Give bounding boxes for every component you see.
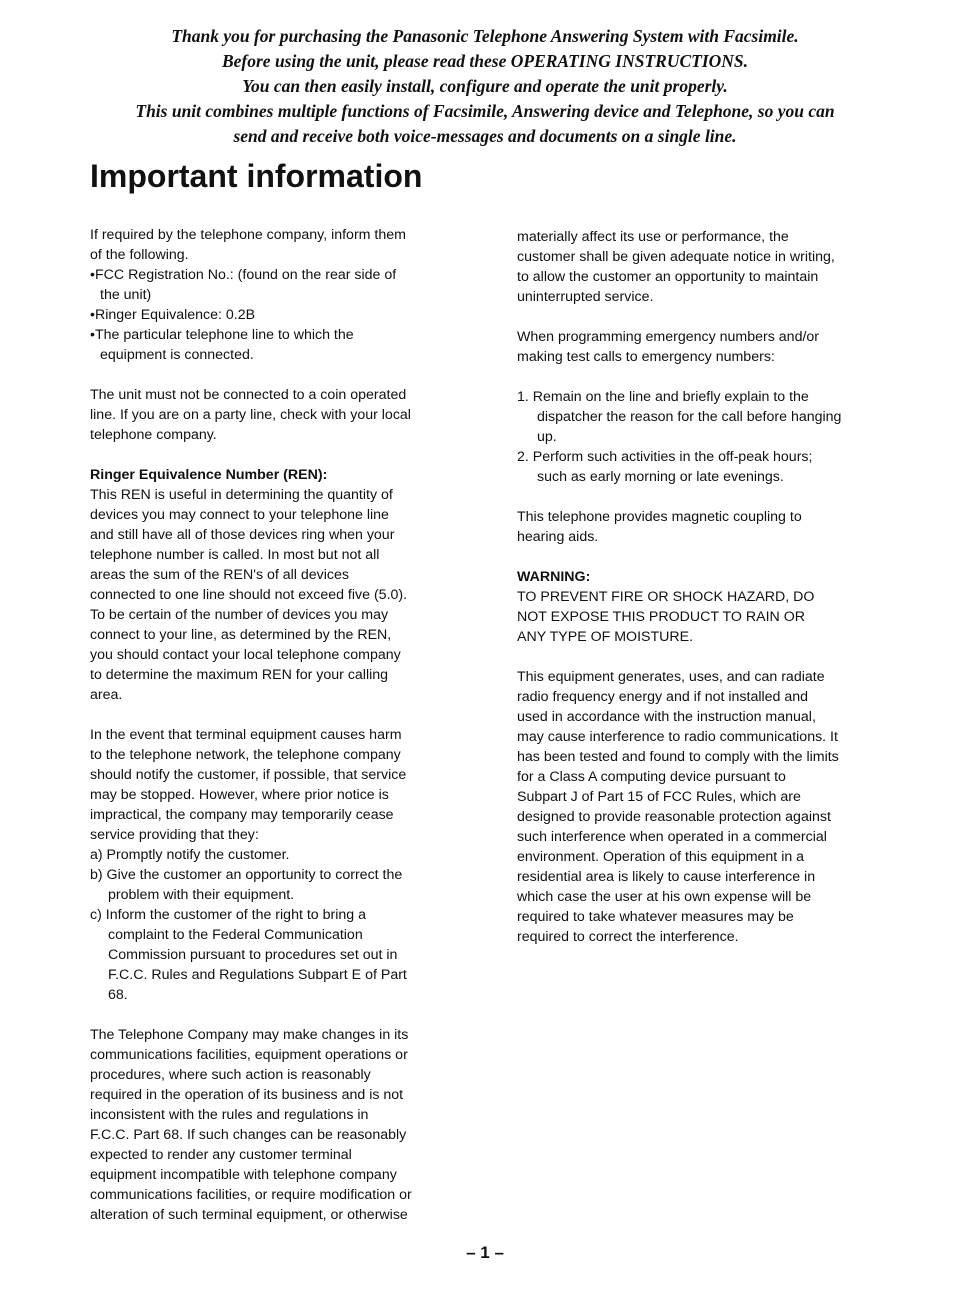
text-line: environment. Operation of this equipment in a <box>517 849 805 865</box>
text-line: The unit must not be connected to a coin operated <box>90 387 407 403</box>
text-line: equipment is connected. <box>100 347 254 363</box>
warning-heading: WARNING: <box>517 569 591 585</box>
text-line: devices you may connect to your telephone line <box>90 507 389 523</box>
text-line: hearing aids. <box>517 529 599 545</box>
text-line: If required by the telephone company, inform them <box>90 227 406 243</box>
text-line: dispatcher the reason for the call before hanging <box>537 409 842 425</box>
text-line: required to correct the interference. <box>517 929 739 945</box>
text-line: When programming emergency numbers and/or <box>517 329 820 345</box>
intro-text <box>60 24 910 149</box>
text-line: should notify the customer, if possible, that service <box>90 767 407 783</box>
intro-line: Before using the unit, please read these OPERATING INSTRUCTIONS. <box>221 51 749 71</box>
intro-line: send and receive both voice-messages and documents on a single line. <box>233 126 737 146</box>
text-line: uninterrupted service. <box>517 289 654 305</box>
text-line: required in the operation of its business and is not <box>90 1087 404 1103</box>
page-number: – 1 – <box>466 1243 504 1262</box>
text-line: Subpart J of Part 15 of FCC Rules, which are <box>517 789 801 805</box>
text-line: materially affect its use or performance, the <box>517 229 789 245</box>
text-line: of the following. <box>90 247 189 263</box>
text-line: In the event that terminal equipment causes harm <box>90 727 402 743</box>
text-line: which case the user at his own expense will be <box>517 889 812 905</box>
list-item: 1. Remain on the line and briefly explain to the <box>517 389 809 405</box>
text-line: to determine the maximum REN for your calling <box>90 667 389 683</box>
intro-line: You can then easily install, configure and operate the unit properly. <box>242 76 728 96</box>
text-line: alteration of such terminal equipment, or otherwise <box>90 1207 408 1223</box>
text-line: for a Class A computing device pursuant to <box>517 769 786 785</box>
text-line: such as early morning or late evenings. <box>537 469 784 485</box>
text-line: up. <box>537 429 557 445</box>
text-line: expected to render any customer terminal <box>90 1147 352 1163</box>
text-line: area. <box>90 687 123 703</box>
text-line: connect to your line, as determined by the REN, <box>90 627 392 643</box>
bullet-line: •FCC Registration No.: (found on the rear side of <box>90 267 397 283</box>
intro-line: This unit combines multiple functions of Facsimile, Answering device and Telephone, so you can <box>135 101 835 121</box>
text-line: to the telephone network, the telephone company <box>90 747 401 763</box>
ren-heading: Ringer Equivalence Number (REN): <box>90 467 328 483</box>
text-line: has been tested and found to comply with the limits <box>517 749 839 765</box>
list-item: 2. Perform such activities in the off-peak hours; <box>517 449 813 465</box>
page-title: Important information <box>90 158 423 194</box>
text-line: F.C.C. Rules and Regulations Subpart E of Part <box>108 967 407 983</box>
text-line: The Telephone Company may make changes in its <box>90 1027 409 1043</box>
warning-line: NOT EXPOSE THIS PRODUCT TO RAIN OR <box>517 609 806 625</box>
text-line: inconsistent with the rules and regulations in <box>90 1107 369 1123</box>
text-line: used in accordance with the instruction manual, <box>517 709 816 725</box>
left-column <box>90 225 465 1225</box>
bullet-line: •The particular telephone line to which the <box>90 327 354 343</box>
text-line: Commission pursuant to procedures set out in <box>108 947 398 963</box>
text-line: required to take whatever measures may be <box>517 909 794 925</box>
text-line: To be certain of the number of devices you may <box>90 607 389 623</box>
right-column <box>517 227 892 947</box>
text-line: may be stopped. However, where prior notice is <box>90 787 389 803</box>
text-line: communications facilities, equipment operations or <box>90 1047 408 1063</box>
text-line: line. If you are on a party line, check with your local <box>90 407 411 423</box>
text-line: radio frequency energy and if not installed and <box>517 689 809 705</box>
text-line: impractical, the company may temporarily cease <box>90 807 394 823</box>
text-line: This REN is useful in determining the quantity of <box>90 487 393 503</box>
text-line: customer shall be given adequate notice in writing, <box>517 249 835 265</box>
text-line: may cause interference to radio communications. It <box>517 729 838 745</box>
text-line: This equipment generates, uses, and can radiate <box>517 669 825 685</box>
intro-line: Thank you for purchasing the Panasonic Telephone Answering System with Facsimile. <box>171 26 799 46</box>
text-line: telephone company. <box>90 427 217 443</box>
list-item: c) Inform the customer of the right to bring a <box>90 907 366 923</box>
text-line: residential area is likely to cause interference in <box>517 869 816 885</box>
text-line: procedures, where such action is reasonably <box>90 1067 371 1083</box>
list-item: b) Give the customer an opportunity to correct the <box>90 867 403 883</box>
text-line: This telephone provides magnetic coupling to <box>517 509 802 525</box>
text-line: 68. <box>108 987 128 1003</box>
text-line: to allow the customer an opportunity to maintain <box>517 269 819 285</box>
text-line: connected to one line should not exceed five (5.0). <box>90 587 408 603</box>
text-line: communications facilities, or require modification or <box>90 1187 412 1203</box>
text-line: complaint to the Federal Communication <box>108 927 363 943</box>
warning-line: ANY TYPE OF MOISTURE. <box>517 629 694 645</box>
text-line: areas the sum of the REN's of all devices <box>90 567 349 583</box>
list-item: a) Promptly notify the customer. <box>90 847 290 863</box>
text-line: you should contact your local telephone company <box>90 647 401 663</box>
text-line: service providing that they: <box>90 827 259 843</box>
text-line: telephone number is called. In most but not all <box>90 547 380 563</box>
warning-line: TO PREVENT FIRE OR SHOCK HAZARD, DO <box>517 589 815 605</box>
text-line: problem with their equipment. <box>108 887 295 903</box>
text-line: the unit) <box>100 287 152 303</box>
text-line: such interference when operated in a commercial <box>517 829 827 845</box>
text-line: and still have all of those devices ring when your <box>90 527 395 543</box>
text-line: designed to provide reasonable protection against <box>517 809 831 825</box>
text-line: F.C.C. Part 68. If such changes can be reasonably <box>90 1127 407 1143</box>
bullet-line: •Ringer Equivalence: 0.2B <box>90 307 256 323</box>
text-line: equipment incompatible with telephone company <box>90 1167 397 1183</box>
text-line: making test calls to emergency numbers: <box>517 349 775 365</box>
